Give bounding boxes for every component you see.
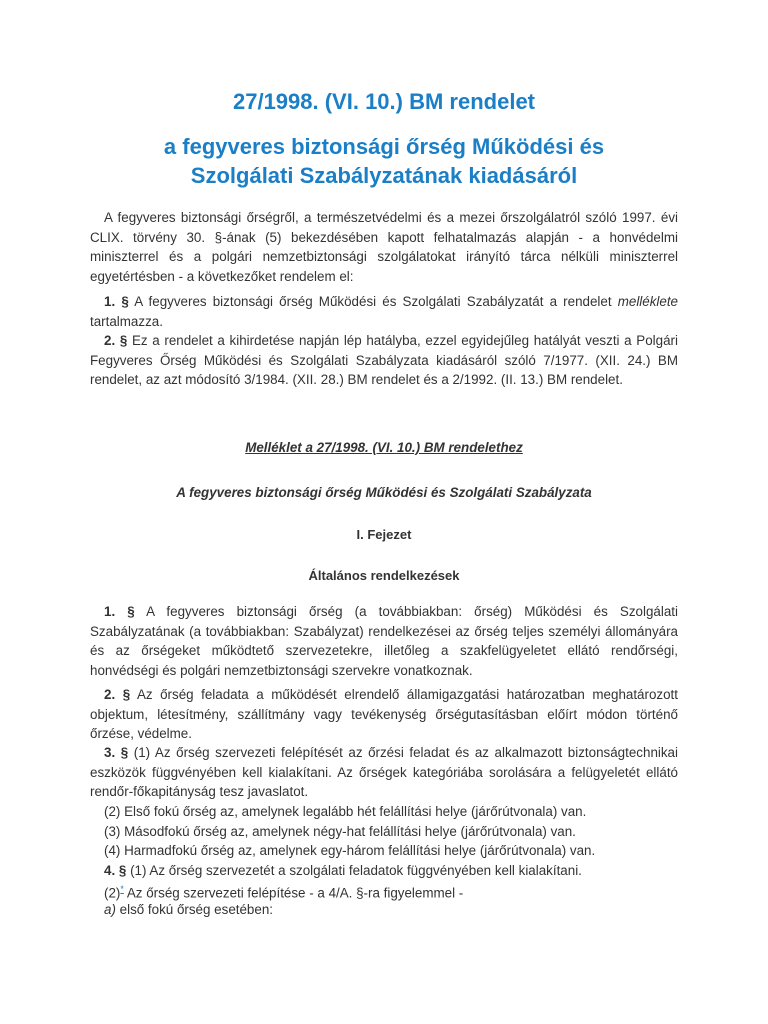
annex-heading: Melléklet a 27/1998. (VI. 10.) BM rendelethez — [245, 440, 523, 455]
paragraph-text: Az őrség szervezeti felépítése - a 4/A. §-ra figyelemmel - — [123, 885, 464, 901]
paragraph-number: (2) — [104, 885, 121, 901]
article-4-point-a — [90, 900, 678, 920]
article-3-paragraph-2: (2) Első fokú őrség az, amelynek legalább hét felállítási helye (járőrútvonala) van. — [104, 804, 587, 819]
preamble: A fegyveres biztonsági őrségről, a természetvédelmi és a mezei őrszolgálatról szóló 1997. évi CLIX. törvény 30. §-ának (5) bekezdésében kapott felhatalmazás alapján - a honvédelmi miniszterrel és a polgári nemzetbiztonsági szolgálatokat irányító tárca nélküli miniszterrel egyetértésben - a következőket rendelem el: — [90, 210, 678, 284]
section-number: 1. § — [104, 294, 129, 309]
section-text: Ez a rendelet a kihirdetése napján lép hatályba, ezzel egyidejűleg hatályát veszti a Polgári Fegyveres Őrség Működési és Szolgálati Szabályzata kiadásáról szóló 7/1977. (XII. 24.) BM rendelet, az azt módosító 3/1984. (XII. 28.) BM rendelet és a 2/1992. (II. 13.) BM rendelet. — [90, 333, 678, 387]
article-number: 2. § — [104, 687, 131, 702]
section-1 — [90, 292, 678, 331]
annex-reference: melléklete — [617, 294, 679, 309]
article-text: (1) Az őrség szervezeti felépítését az őrzési feladat és az alkalmazott biztonságtechnikai eszközök függvényében kell kialakítani. Az őrségek kategóriába sorolására a felügyeletét ellátó rendőr-főkapitányság tesz javaslatot. — [90, 745, 678, 799]
article-number: 1. § — [104, 604, 135, 619]
chapter-title: Általános rendelkezések — [308, 568, 460, 583]
annex-title: A fegyveres biztonsági őrség Működési és Szolgálati Szabályzata — [176, 485, 592, 500]
section-number: 2. § — [104, 333, 128, 348]
section-text: A fegyveres biztonsági őrség Működési és Szolgálati Szabályzatát a rendelet — [134, 294, 618, 309]
subtitle-line-1: a fegyveres biztonsági őrség Működési és — [163, 134, 605, 159]
chapter-heading: I. Fejezet — [356, 527, 412, 542]
subtitle-line-2: Szolgálati Szabályzatának kiadásáról — [190, 163, 578, 188]
section-2 — [90, 331, 678, 390]
article-4 — [90, 861, 678, 881]
document-subtitle — [90, 132, 678, 190]
document-title: 27/1998. (VI. 10.) BM rendelet — [232, 89, 536, 114]
footnote-link[interactable]: * — [120, 884, 124, 894]
point-text: első fokú őrség esetében: — [115, 902, 273, 917]
article-3-paragraph-3: (3) Másodfokú őrség az, amelynek négy-hat felállítási helye (járőrútvonala) van. — [104, 824, 576, 839]
point-label: a) — [104, 902, 116, 917]
article-text: (1) Az őrség szervezetét a szolgálati feladatok függvényében kell kialakítani. — [130, 863, 582, 878]
section-text-end: tartalmazza. — [90, 313, 163, 329]
article-3-paragraph-4: (4) Harmadfokú őrség az, amelynek egy-három felállítási helye (járőrútvonala) van. — [104, 843, 596, 858]
article-3 — [90, 743, 678, 802]
article-2 — [90, 685, 678, 744]
article-text: Az őrség feladata a működését elrendelő államigazgatási határozatban meghatározott objektum, létesítmény, szállítmány vagy tevékenység őrségutasításban előírt módon történő őrzése, védelme. — [90, 687, 678, 741]
article-text: A fegyveres biztonsági őrség (a továbbiakban: őrség) Működési és Szolgálati Szabályzatának (a továbbiakban: Szabályzat) rendelkezései az őrség teljes személyi állományára és az őrségeket működtető szervezetekre, illetőleg a szakfelügyeletet ellátó rendőrségi, honvédségi és polgári nemzetbiztonsági szervekre vonatkoznak. — [90, 604, 678, 678]
article-number: 3. § — [104, 745, 129, 760]
article-number: 4. § — [104, 863, 127, 878]
article-1 — [90, 602, 678, 680]
